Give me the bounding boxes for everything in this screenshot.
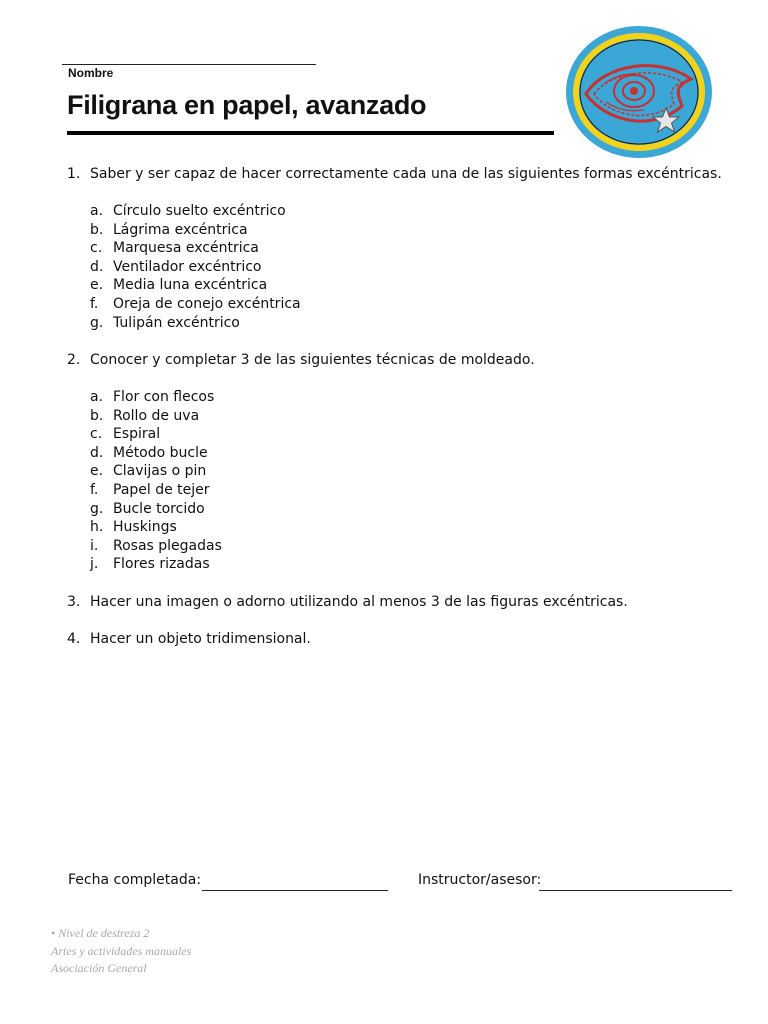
list-text: Papel de tejer bbox=[113, 481, 210, 498]
title-underline bbox=[67, 131, 554, 135]
requirement-text: Hacer una imagen o adorno utilizando al menos 3 de las figuras excéntricas. bbox=[90, 594, 628, 610]
list-text: Flores rizadas bbox=[113, 556, 210, 573]
list-letter: i. bbox=[90, 537, 99, 554]
list-item bbox=[90, 314, 301, 333]
footnote-level: • Nivel de destreza 2 bbox=[51, 926, 150, 940]
list-letter: g. bbox=[90, 500, 104, 517]
list-text: Clavijas o pin bbox=[113, 463, 207, 480]
requirement-1-list bbox=[90, 202, 301, 332]
list-item bbox=[90, 555, 222, 574]
list-text: Método bucle bbox=[113, 444, 208, 461]
list-item bbox=[90, 444, 222, 463]
list-text: Media luna excéntrica bbox=[113, 277, 268, 294]
requirement-number: 3. bbox=[67, 594, 81, 610]
list-item bbox=[90, 276, 301, 295]
list-item bbox=[90, 537, 222, 556]
requirement-2-list bbox=[90, 388, 222, 574]
list-item bbox=[90, 500, 222, 519]
list-item bbox=[90, 518, 222, 537]
list-letter: b. bbox=[90, 407, 104, 424]
list-item bbox=[90, 407, 222, 426]
list-item bbox=[90, 462, 222, 481]
list-text: Espiral bbox=[113, 426, 161, 443]
list-text: Oreja de conejo excéntrica bbox=[113, 295, 301, 312]
list-letter: f. bbox=[90, 295, 99, 312]
list-letter: e. bbox=[90, 277, 104, 294]
list-text: Bucle torcido bbox=[113, 500, 205, 517]
list-letter: a. bbox=[90, 203, 104, 219]
requirement-3 bbox=[67, 593, 628, 611]
requirement-number: 2. bbox=[67, 352, 81, 368]
list-text: Círculo suelto excéntrico bbox=[113, 203, 286, 219]
list-item bbox=[90, 221, 301, 240]
list-text: Flor con flecos bbox=[113, 389, 215, 405]
page-title: Filigrana en papel, avanzado bbox=[67, 90, 427, 120]
list-text: Ventilador excéntrico bbox=[113, 258, 262, 275]
list-letter: b. bbox=[90, 221, 104, 238]
name-label: Nombre bbox=[68, 66, 114, 80]
list-letter: d. bbox=[90, 444, 104, 461]
instructor-field[interactable] bbox=[539, 890, 732, 891]
list-letter: e. bbox=[90, 463, 104, 480]
name-field-line[interactable] bbox=[62, 64, 316, 65]
list-letter: c. bbox=[90, 240, 103, 257]
requirement-1 bbox=[67, 165, 722, 183]
list-text: Lágrima excéntrica bbox=[113, 221, 248, 238]
footnote-category: Artes y actividades manuales bbox=[51, 943, 192, 958]
list-letter: h. bbox=[90, 519, 104, 536]
footnote bbox=[51, 925, 191, 978]
requirement-number: 1. bbox=[67, 166, 81, 182]
list-letter: j. bbox=[90, 556, 99, 573]
requirement-4 bbox=[67, 630, 311, 648]
list-item bbox=[90, 258, 301, 277]
requirement-number: 4. bbox=[67, 631, 81, 647]
list-text: Huskings bbox=[113, 519, 177, 536]
list-letter: d. bbox=[90, 258, 104, 275]
list-letter: g. bbox=[90, 314, 104, 331]
quilling-badge-icon bbox=[564, 24, 714, 160]
requirement-2 bbox=[67, 351, 535, 369]
requirement-text: Conocer y completar 3 de las siguientes técnicas de moldeado. bbox=[90, 352, 535, 368]
list-text: Rollo de uva bbox=[113, 407, 200, 424]
list-letter: f. bbox=[90, 481, 99, 498]
footnote-organization: Asociación General bbox=[51, 961, 147, 975]
list-text: Rosas plegadas bbox=[113, 537, 222, 554]
list-text: Tulipán excéntrico bbox=[113, 314, 240, 331]
list-item bbox=[90, 425, 222, 444]
date-completed-label: Fecha completada: bbox=[68, 872, 202, 888]
date-completed-field[interactable] bbox=[202, 890, 388, 891]
list-item bbox=[90, 202, 301, 221]
list-item bbox=[90, 295, 301, 314]
requirement-text: Saber y ser capaz de hacer correctamente cada una de las siguientes formas excéntricas. bbox=[90, 166, 722, 182]
list-letter: c. bbox=[90, 426, 103, 443]
list-item bbox=[90, 388, 222, 407]
list-text: Marquesa excéntrica bbox=[113, 240, 259, 257]
list-letter: a. bbox=[90, 389, 104, 405]
list-item bbox=[90, 239, 301, 258]
instructor-label: Instructor/asesor: bbox=[418, 872, 542, 888]
list-item bbox=[90, 481, 222, 500]
requirement-text: Hacer un objeto tridimensional. bbox=[90, 631, 311, 647]
